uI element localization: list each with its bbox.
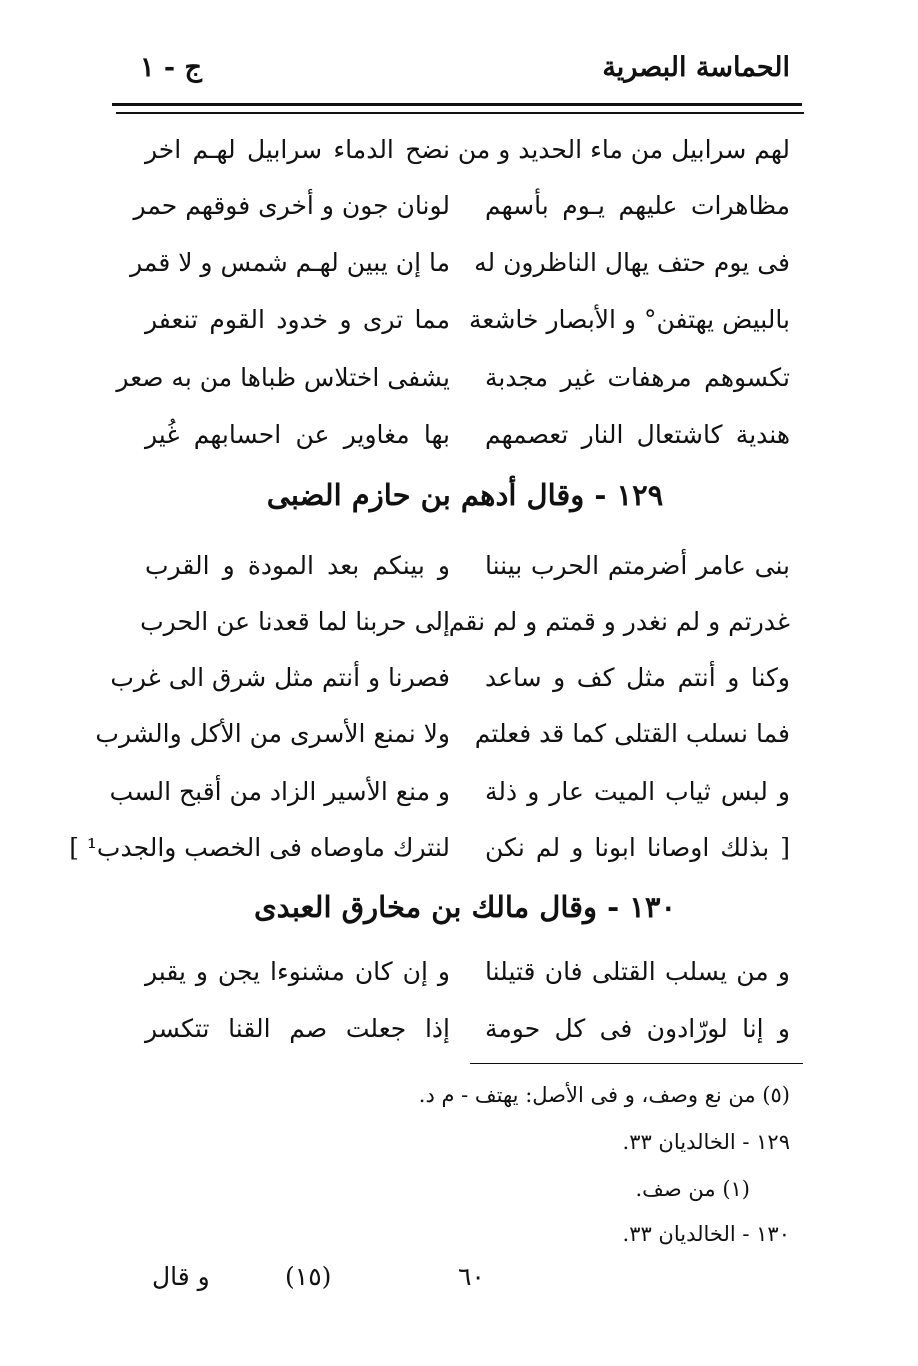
verse-second-hemistich: لونان جون و أخرى فوقهم حمر bbox=[133, 191, 450, 220]
verse-line bbox=[130, 241, 790, 285]
verse-second-hemistich: بها مغاوير عن احسابهم غُير bbox=[145, 420, 450, 449]
verse-first-hemistich: بالبيض يهتفن° و الأبصار خاشعة bbox=[469, 305, 790, 334]
part-label: ج - ١ bbox=[140, 52, 202, 83]
verse-second-hemistich: و منع الأسير الزاد من أقبح السب bbox=[109, 777, 450, 806]
footnote-rule bbox=[470, 1063, 803, 1064]
verse-first-hemistich: غدرتم و لم نغدر و قمتم و لم نقم bbox=[448, 607, 790, 636]
verse-first-hemistich: و لبس ثياب الميت عار و ذلة bbox=[485, 777, 790, 806]
verse-first-hemistich: مظاهرات عليهم يـوم بأسهم bbox=[485, 191, 790, 220]
verse-second-hemistich: و بينكم بعد المودة و القرب bbox=[145, 551, 450, 580]
verse-first-hemistich: وكنا و أنتم مثل كف و ساعد bbox=[485, 663, 790, 692]
verse-second-hemistich: يشفى اختلاس ظباها من به صعر bbox=[116, 363, 450, 392]
header-rule-thin bbox=[116, 112, 804, 114]
running-header bbox=[140, 52, 790, 92]
verse-first-hemistich: فى يوم حتف يهال الناظرون له bbox=[474, 248, 790, 277]
header-rule bbox=[112, 103, 802, 106]
verse-second-hemistich: نضح الدماء سرابيل لهـم اخر bbox=[145, 135, 450, 164]
catchword: و قال bbox=[152, 1262, 210, 1291]
verse-second-hemistich: إلى حربنا لما قعدنا عن الحرب bbox=[140, 607, 450, 636]
verse-line bbox=[109, 770, 790, 814]
verse-line bbox=[95, 712, 790, 756]
footnote: ١٢٩ - الخالديان ٣٣. bbox=[622, 1130, 790, 1154]
footnote: (٥) من نع وصف، و فى الأصل: يهتف - م د. bbox=[418, 1083, 790, 1107]
verse-second-hemistich: ما إن يبين لهـم شمس و لا قمر bbox=[130, 248, 450, 277]
verse-line bbox=[145, 950, 790, 994]
verse-line bbox=[133, 184, 790, 228]
signature-mark: (١٥) bbox=[285, 1262, 332, 1291]
verse-line bbox=[145, 298, 790, 342]
verse-second-hemistich: فصرنا و أنتم مثل شرق الى غرب bbox=[110, 663, 450, 692]
verse-first-hemistich: هندية كاشتعال النار تعصمهم bbox=[485, 420, 790, 449]
verse-line bbox=[145, 544, 790, 588]
verse-second-hemistich: إذا جعلت صم القنا تتكسر bbox=[145, 1014, 450, 1043]
verse-line bbox=[145, 413, 790, 457]
verse-line bbox=[140, 600, 790, 644]
verse-line bbox=[69, 826, 790, 870]
verse-second-hemistich: لنترك ماوصاه فى الخصب والجدب¹ ] bbox=[69, 833, 450, 862]
verse-second-hemistich: ولا نمنع الأسرى من الأكل والشرب bbox=[95, 719, 450, 748]
verse-first-hemistich: فما نسلب القتلى كما قد فعلتم bbox=[474, 719, 790, 748]
verse-line bbox=[145, 128, 790, 172]
verse-first-hemistich: و من يسلب القتلى فان قتيلنا bbox=[485, 957, 790, 986]
verse-first-hemistich: بنى عامر أضرمتم الحرب بيننا bbox=[485, 551, 790, 580]
footnote: ١٣٠ - الخالديان ٣٣. bbox=[622, 1222, 790, 1246]
verse-first-hemistich: تكسوهم مرهفات غير مجدبة bbox=[485, 363, 790, 392]
verse-line bbox=[110, 656, 790, 700]
verse-second-hemistich: مما ترى و خدود القوم تنعفر bbox=[145, 305, 450, 334]
verse-second-hemistich: و إن كان مشنوءا يجن و يقبر bbox=[145, 957, 450, 986]
book-title: الحماسة البصرية bbox=[602, 52, 790, 83]
poem-heading: ١٢٩ - وقال أدهم بن حازم الضبى bbox=[266, 478, 664, 512]
verse-first-hemistich: لهم سرابيل من ماء الحديد و من bbox=[457, 135, 790, 164]
page-footer bbox=[140, 1262, 790, 1302]
verse-first-hemistich: [ بذلك اوصانا ابونا و لم نكن bbox=[485, 833, 790, 862]
verse-line bbox=[145, 1007, 790, 1051]
verse-line bbox=[116, 356, 790, 400]
page-number: ٦٠ bbox=[458, 1262, 485, 1291]
poem-heading: ١٣٠ - وقال مالك بن مخارق العبدى bbox=[253, 890, 677, 924]
verse-first-hemistich: و إنا لورّادون فى كل حومة bbox=[485, 1014, 790, 1043]
footnote: (١) من صف. bbox=[635, 1177, 750, 1201]
